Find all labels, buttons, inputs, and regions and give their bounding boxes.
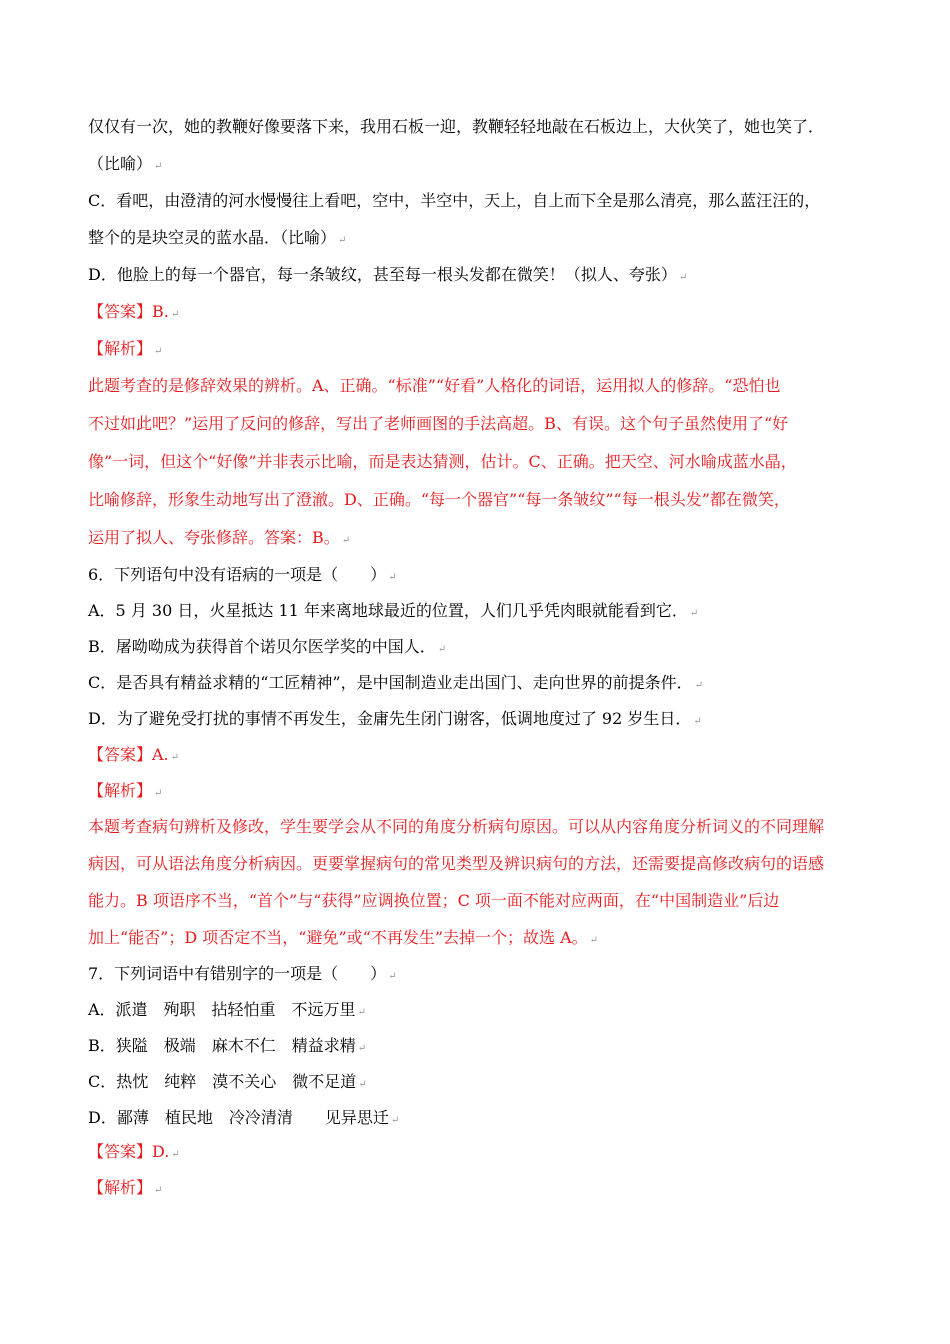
paragraph-mark: ↵ — [437, 644, 447, 655]
paragraph-mark: ↵ — [358, 1079, 367, 1090]
paragraph-mark: ↵ — [589, 935, 599, 946]
q6-option-b: B．屠呦呦成为获得首个诺贝尔医学奖的中国人． ↵ — [88, 637, 447, 656]
q5-analysis-line: 此题考查的是修辞效果的辨析。A、正确。“标准”“好看”人格化的词语，运用拟人的修辞。“恐怕也 — [88, 376, 781, 395]
q5-option-d: D．他脸上的每一个器官，每一条皱纹，甚至每一根头发都在微笑！（拟人、夸张） ↵ — [88, 265, 688, 284]
q6-option-a: A．5 月 30 日，火星抵达 11 年来离地球最近的位置，人们几乎凭肉眼就能看到它． ↵ — [88, 601, 699, 620]
paragraph-mark: ↵ — [170, 752, 180, 763]
q7-answer: 【答案】D. ↵ — [88, 1142, 180, 1161]
paragraph-mark: ↵ — [154, 161, 163, 172]
paragraph-mark: ↵ — [154, 1185, 163, 1196]
q5-option-c-line1: C．看吧，由澄清的河水慢慢往上看吧，空中，半空中，天上，自上而下全是那么清亮，那么蓝汪汪的， — [88, 191, 821, 210]
paragraph-mark: ↵ — [154, 346, 163, 357]
q6-analysis-line: 本题考查病句辨析及修改，学生要学会从不同的角度分析病句原因。可以从内容角度分析词义的不同理解 — [88, 817, 825, 836]
paragraph-mark: ↵ — [388, 971, 397, 982]
q7-option-d: D．鄙薄 植民地 冷冷清清 见异思迁 ↵ — [88, 1108, 400, 1127]
q7-question: 7．下列词语中有错别字的一项是（ ） ↵ — [88, 964, 397, 983]
q5-analysis-line: 运用了拟人、夸张修辞。答案：B。 ↵ — [88, 528, 351, 547]
q6-analysis-line: 病因，可从语法角度分析病因。更要掌握病句的常见类型及辨识病句的方法，还需要提高修改病句的语感 — [88, 854, 825, 873]
q5-analysis-line: 比喻修辞，形象生动地写出了澄澈。D、正确。“每一个器官”“每一条皱纹”“每一根头发”都在微笑， — [88, 490, 790, 509]
q5-option-b-tag: （比喻） ↵ — [88, 154, 163, 173]
q6-analysis-label: 【解析】 ↵ — [88, 781, 163, 800]
q7-option-b: B．狭隘 极端 麻木不仁 精益求精 ↵ — [88, 1036, 367, 1055]
paragraph-mark: ↵ — [341, 535, 351, 546]
paragraph-mark: ↵ — [689, 608, 699, 619]
q6-analysis-line: 加上“能否”；D 项否定不当，“避免”或“不再发生”去掉一个；故选 A。 ↵ — [88, 928, 599, 947]
paragraph-mark: ↵ — [678, 272, 688, 283]
q5-analysis-line: 像”一词，但这个“好像”并非表示比喻，而是表达猜测，估计。C、正确。把天空、河水喻成蓝水晶， — [88, 452, 797, 471]
q7-option-c: C．热忱 纯粹 漠不关心 微不足道 ↵ — [88, 1072, 367, 1091]
q6-option-c: C．是否具有精益求精的“工匠精神”，是中国制造业走出国门、走向世界的前提条件． ↵ — [88, 673, 703, 692]
paragraph-mark: ↵ — [390, 1115, 400, 1126]
q5-analysis-label: 【解析】 ↵ — [88, 339, 163, 358]
q6-option-d: D．为了避免受打扰的事情不再发生，金庸先生闭门谢客，低调地度过了 92 岁生日． ↵ — [88, 709, 702, 728]
q5-option-c-line2: 整个的是块空灵的蓝水晶．（比喻） ↵ — [88, 228, 347, 247]
q5-analysis-line: 不过如此吧？”运用了反问的修辞，写出了老师画图的手法高超。B、有误。这个句子虽然使用了“好 — [88, 414, 789, 433]
paragraph-mark: ↵ — [693, 716, 702, 727]
q5-option-b-text: 仅仅有一次，她的教鞭好像要落下来，我用石板一迎，教鞭轻轻地敲在石板边上，大伙笑了，她也笑了． — [88, 117, 825, 136]
q6-question: 6．下列语句中没有语病的一项是（ ） ↵ — [88, 565, 397, 584]
q7-option-a: A．派遣 殉职 拈轻怕重 不远万里 ↵ — [88, 1000, 366, 1019]
paragraph-mark: ↵ — [338, 235, 347, 246]
q6-analysis-line: 能力。B 项语序不当，“首个”与“获得”应调换位置；C 项一面不能对应两面，在“中国制造业”后边 — [88, 891, 780, 910]
paragraph-mark: ↵ — [388, 572, 397, 583]
q6-answer: 【答案】A. ↵ — [88, 745, 180, 764]
paragraph-mark: ↵ — [171, 1149, 180, 1160]
q7-analysis-label: 【解析】 ↵ — [88, 1178, 163, 1197]
paragraph-mark: ↵ — [357, 1043, 367, 1054]
paragraph-mark: ↵ — [357, 1007, 366, 1018]
paragraph-mark: ↵ — [170, 309, 180, 320]
q5-answer: 【答案】B. ↵ — [88, 302, 180, 321]
paragraph-mark: ↵ — [694, 680, 703, 691]
paragraph-mark: ↵ — [154, 788, 163, 799]
